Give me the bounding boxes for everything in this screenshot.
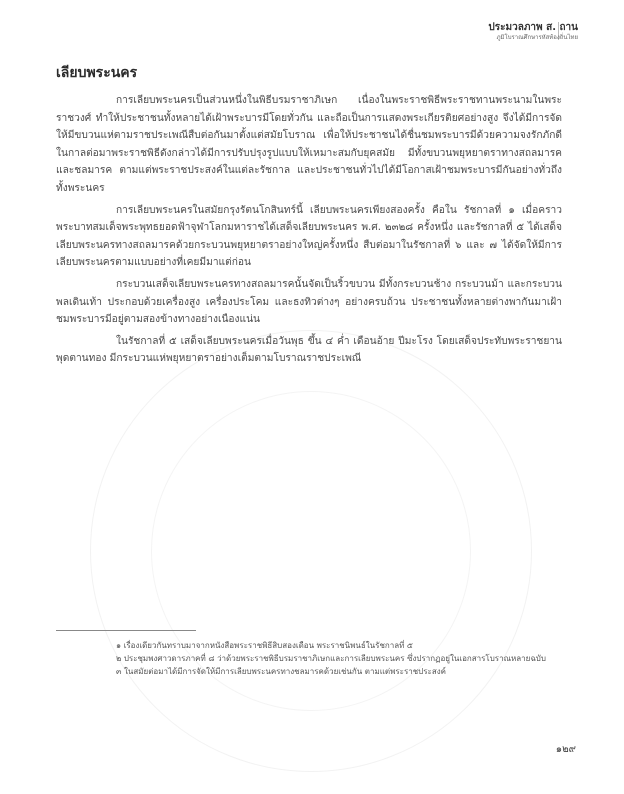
footnotes	[56, 640, 562, 679]
footnote: ๑ เรื่องเดียวกันทราบมาจากหนังสือพระราชพิธีสิบสองเดือน พระราชนิพนธ์ในรัชกาลที่ ๕	[116, 641, 413, 650]
paragraph: กระบวนเสด็จเลียบพระนครทางสถลมารคนั้นจัดเป็นริ้วขบวน มีทั้งกระบวนช้าง กระบวนม้า และกระบวนพลเดินเท้า ประกอบด้วยเครื่องสูง เครื่องประโคม และธงทิวต่างๆ อย่างครบถ้วน ประชาชนทั้งหลายต่างพากันมาเฝ้าชมพระบารมีอยู่ตามสองข้างทางอย่างเนืองแน่น	[56, 278, 562, 326]
footnote-divider	[56, 630, 196, 631]
article-body	[56, 92, 562, 372]
paragraph: การเลียบพระนครเป็นส่วนหนึ่งในพิธีบรมราชาภิเษก เนื่องในพระราชพิธีพระราชทานพระนามในพระราชวงศ์ ทำให้ประชาชนทั้งหลายได้เฝ้าพระบารมีโดยทั่วกัน และถือเป็นการแสดงพระเกียรติยศอย่างสูง จึงได้มีการจัดให้มีขบวนแห่ตามราชประเพณีสืบต่อกันมาตั้งแต่สมัยโบราณ เพื่อให้ประชาชนได้ชื่นชมพระบารมีด้วยความจงรักภักดี ในกาลต่อมาพระราชพิธีดังกล่าวได้มีการปรับปรุงรูปแบบให้เหมาะสมกับยุคสมัย มีทั้งขบวนพยุหยาตราทางสถลมารคและชลมารค ตามแต่พระราชประสงค์ในแต่ละรัชกาล และประชาชนทั่วไปได้มีโอกาสเฝ้าชมพระบารมีกันอย่างทั่วถึงทั้งพระนคร	[56, 95, 562, 194]
header-brand	[488, 22, 578, 42]
brand-title: ประมวลภาพ ส. ถาน	[488, 22, 578, 33]
footnote: ๒ ประชุมพงศาวดารภาคที่ ๘ ว่าด้วยพระราชพิธีบรมราชาภิเษกและการเลียบพระนคร ซึ่งปรากฏอยู่ในเอกสารโบราณหลายฉบับ	[116, 654, 546, 663]
seal-watermark	[90, 330, 532, 772]
paragraph: การเลียบพระนครในสมัยกรุงรัตนโกสินทร์นี้ เลียบพระนครเพียงสองครั้ง คือใน รัชกาลที่ ๑ เมื่อคราวพระบาทสมเด็จพระพุทธยอดฟ้าจุฬาโลกมหาราชได้เสด็จเลียบพระนคร พ.ศ. ๒๓๒๘ ครั้งหนึ่ง และรัชกาลที่ ๕ ได้เสด็จเลียบพระนครทางสถลมารคด้วยกระบวนพยุหยาตราอย่างใหญ่ครั้งหนึ่ง สืบต่อมาในรัชกาลที่ ๖ และ ๗ ได้จัดให้มีการเลียบพระนครตามแบบอย่างที่เคยมีมาแต่ก่อน	[56, 204, 562, 269]
page-number: ๑๒๙	[555, 744, 576, 755]
brand-subtitle: ภูมิโบราณศึกษารหัสท้องถิ่นไทย	[496, 34, 578, 41]
paragraph: ในรัชกาลที่ ๕ เสด็จเลียบพระนครเมื่อวันพุธ ขึ้น ๔ ค่ำ เดือนอ้าย ปีมะโรง โดยเสด็จประทับพระราชยานพุดตานทอง มีกระบวนแห่พยุหยาตราอย่างเต็มตามโบราณราชประเพณี	[56, 335, 562, 365]
footnote: ๓ ในสมัยต่อมาได้มีการจัดให้มีการเลียบพระนครทางชลมารคด้วยเช่นกัน ตามแต่พระราชประสงค์	[116, 667, 446, 676]
page-title: เลียบพระนคร	[56, 65, 138, 81]
